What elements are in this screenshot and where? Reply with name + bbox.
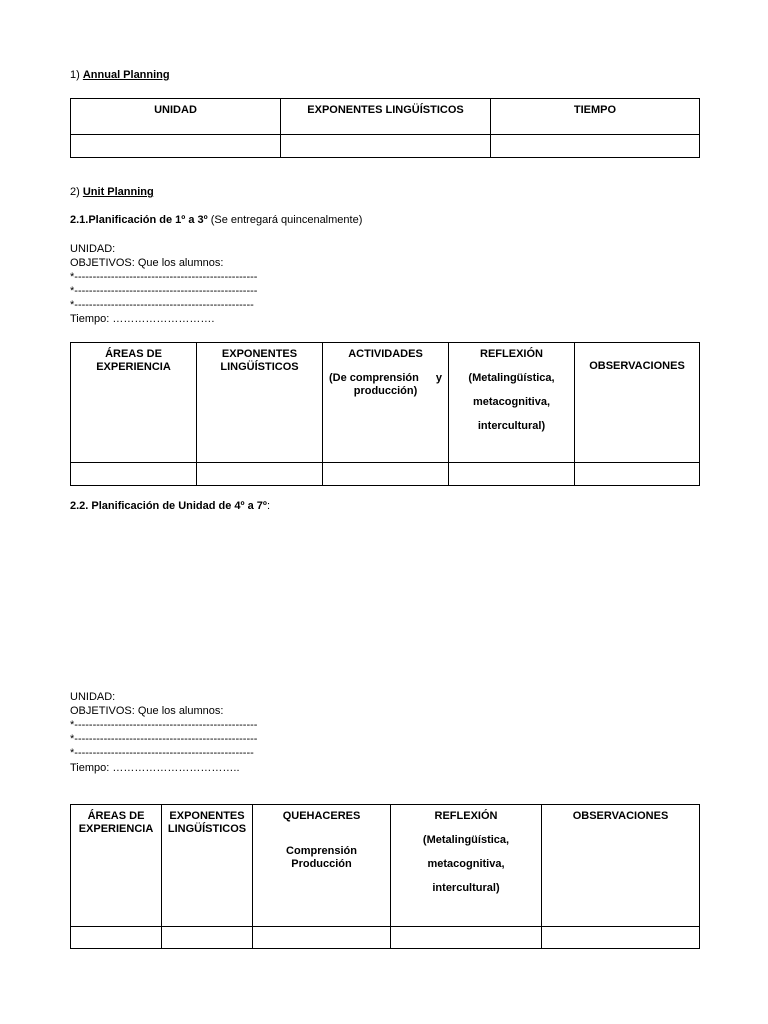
header-exponentes: EXPONENTES LINGÜÍSTICOS <box>162 805 253 927</box>
sub2-unidad: UNIDAD: <box>70 691 116 703</box>
table-cell[interactable] <box>253 927 391 949</box>
annual-planning-table <box>70 98 700 158</box>
table-cell[interactable] <box>449 463 575 486</box>
header-observaciones: OBSERVACIONES <box>575 343 700 463</box>
sub2-heading-text: 2.2. Planificación de Unidad de 4º a 7º <box>70 500 267 512</box>
sub2-bullet-3: *------------------------------------------------- <box>70 747 254 759</box>
sub2-objetivos: OBJETIVOS: Que los alumnos: <box>70 705 224 717</box>
unit-planning-table-1 <box>70 342 700 486</box>
sub2-colon: : <box>266 500 270 512</box>
section1-title <box>70 69 170 82</box>
header-exponentes: EXPONENTES LINGÜÍSTICOS <box>197 343 323 463</box>
sub1-heading-text: 2.1.Planificación de 1º a 3º <box>70 214 208 226</box>
table-cell[interactable] <box>71 927 162 949</box>
sub1-bullet-1: *-------------------------------------------------- <box>70 271 258 283</box>
table-cell[interactable] <box>162 927 253 949</box>
header-exponentes: EXPONENTES LINGÜÍSTICOS <box>281 99 491 135</box>
table-cell[interactable] <box>281 135 491 158</box>
sub1-bullet-2: *-------------------------------------------------- <box>70 285 258 297</box>
header-actividades: ACTIVIDADES (De comprensión y producción) <box>323 343 449 463</box>
header-areas: ÁREAS DE EXPERIENCIA <box>71 805 162 927</box>
table-cell[interactable] <box>491 135 700 158</box>
sub2-heading <box>70 500 270 513</box>
section2-title-text: Unit Planning <box>82 186 154 198</box>
unit-planning-table-2 <box>70 804 700 949</box>
sub1-bullet-3: *------------------------------------------------- <box>70 299 254 311</box>
sub1-objetivos: OBJETIVOS: Que los alumnos: <box>70 257 224 269</box>
header-areas: ÁREAS DE EXPERIENCIA <box>71 343 197 463</box>
sub1-unidad: UNIDAD: <box>70 243 116 255</box>
table-cell[interactable] <box>575 463 700 486</box>
table-cell[interactable] <box>391 927 542 949</box>
header-unidad: UNIDAD <box>71 99 281 135</box>
sub1-heading <box>70 214 362 227</box>
table-cell[interactable] <box>71 135 281 158</box>
table-row <box>71 805 700 927</box>
header-reflexion: REFLEXIÓN (Metalingüística, metacognitiva, intercultural) <box>391 805 542 927</box>
table-row <box>71 463 700 486</box>
header-quehaceres: QUEHACERES Comprensión Producción <box>253 805 391 927</box>
table-cell[interactable] <box>542 927 700 949</box>
sub2-bullet-1: *-------------------------------------------------- <box>70 719 258 731</box>
section1-number: 1) <box>70 69 80 81</box>
table-row <box>71 343 700 463</box>
sub2-tiempo: Tiempo: …………………………….. <box>70 762 240 774</box>
sub1-tiempo: Tiempo: ………………………. <box>70 313 215 325</box>
section2-number: 2) <box>70 186 80 198</box>
table-cell[interactable] <box>197 463 323 486</box>
header-reflexion: REFLEXIÓN (Metalingüística, metacognitiva, intercultural) <box>449 343 575 463</box>
table-row <box>71 99 700 135</box>
header-tiempo: TIEMPO <box>491 99 700 135</box>
table-row <box>71 135 700 158</box>
sub2-bullet-2: *-------------------------------------------------- <box>70 733 258 745</box>
table-cell[interactable] <box>323 463 449 486</box>
header-observaciones: OBSERVACIONES <box>542 805 700 927</box>
sub1-note: (Se entregará quincenalmente) <box>210 214 363 226</box>
table-row <box>71 927 700 949</box>
section2-title <box>70 186 154 199</box>
table-cell[interactable] <box>71 463 197 486</box>
section1-title-text: Annual Planning <box>82 69 170 81</box>
